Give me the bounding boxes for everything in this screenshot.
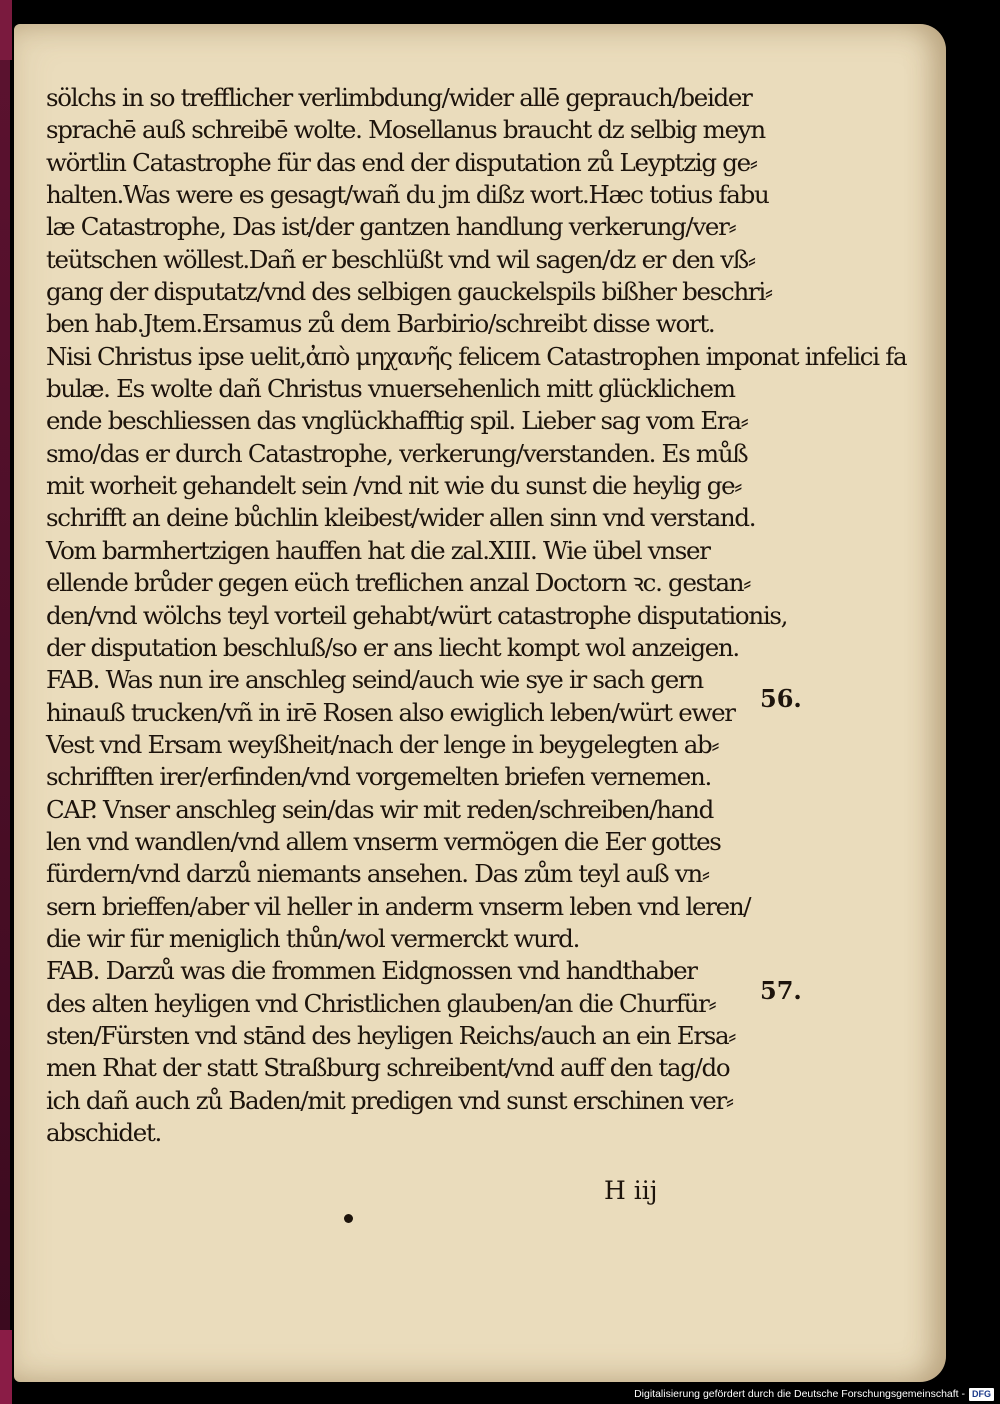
text-line: hinauß trucken/vñ in irē Rosen also ewiglich leben/würt ewer	[46, 697, 735, 727]
text-line: Nisi Christus ipse uelit,ἀπὸ μηχανῆς felicem Catastrophen imponat infelici fa	[46, 341, 907, 371]
text-line: Vest vnd Ersam weyßheit/nach der lenge in beygelegten ab⸗	[46, 729, 719, 759]
text-line: schrifften irer/erfinden/vnd vorgemelten briefen vernemen.	[46, 762, 711, 792]
footer-credit	[634, 1384, 994, 1404]
text-line: sten/Fürsten vnd stānd des heyligen Reichs/auch an ein Ersa⸗	[46, 1020, 736, 1050]
text-line: Vom barmhertzigen hauffen hat die zal.XIII. Wie übel vnser	[46, 535, 710, 565]
text-line: mit worheit gehandelt sein /vnd nit wie du sunst die heylig ge⸗	[46, 471, 742, 501]
text-line: len vnd wandlen/vnd allem vnserm vermögen die Eer gottes	[46, 826, 721, 856]
text-line: CAP. Vnser anschleg sein/das wir mit reden/schreiben/hand	[46, 794, 713, 824]
text-line: des alten heyligen vnd Christlichen glauben/an die Churfür⸗	[46, 988, 716, 1018]
text-line: læ Catastrophe, Das ist/der gantzen handlung verkerung/ver⸗	[46, 212, 736, 242]
text-line: teütschen wöllest.Dañ er beschlüßt vnd wil sagen/dz er den vß⸗	[46, 244, 755, 274]
text-line: die wir für meniglich thůn/wol vermerckt wurd.	[46, 923, 580, 953]
text-line: ellende brůder gegen eüch treflichen anzal Doctorn ꝛc. gestan⸗	[46, 568, 751, 598]
text-line: ich dañ auch zů Baden/mit predigen vnd sunst erschinen ver⸗	[46, 1085, 733, 1115]
text-line: sern brieffen/aber vil heller in anderm vnserm leben vnd leren/	[46, 891, 751, 921]
text-line: abschidet.	[46, 1118, 162, 1147]
text-line: FAB. Darzů was die frommen Eidgnossen vnd handthaber	[46, 956, 697, 986]
ink-dot	[344, 1214, 353, 1223]
signature-mark: H iij	[604, 1176, 658, 1205]
text-line: ende beschliessen das vnglückhafftig spil. Lieber sag vom Era⸗	[46, 406, 748, 436]
footer-text: Digitalisierung gefördert durch die Deutsche Forschungsgemeinschaft -	[634, 1388, 965, 1400]
text-line: smo/das er durch Catastrophe, verkerung/verstanden. Es můß	[46, 438, 748, 468]
text-line: schrifft an deine bůchlin kleibest/wider allen sinn vnd verstand.	[46, 503, 756, 533]
book-spine-top	[0, 0, 12, 60]
margin-number: 56.	[760, 684, 802, 713]
text-line: halten.Was were es gesagt/wañ du jm dißz wort.Hæc totius fabu	[46, 180, 769, 210]
text-line: fürdern/vnd darzů niemants ansehen. Das zům teyl auß vn⸗	[46, 859, 709, 889]
text-line: der disputation beschluß/so er ans liecht kompt wol anzeigen.	[46, 632, 739, 662]
dfg-logo: DFG	[969, 1388, 994, 1401]
book-spine	[0, 0, 10, 1404]
margin-number: 57.	[760, 976, 802, 1005]
text-line: bulæ. Es wolte dañ Christus vnuersehenlich mitt glücklichem	[46, 374, 735, 404]
text-line: FAB. Was nun ire anschleg seind/auch wie sye ir sach gern	[46, 665, 703, 695]
book-spine-bottom	[0, 1330, 12, 1404]
text-line: gang der disputatz/vnd des selbigen gauckelspils bißher beschri⸗	[46, 277, 772, 307]
text-line: men Rhat der statt Straßburg schreibent/vnd auff den tag/do	[46, 1053, 730, 1083]
text-line: ben hab.Jtem.Ersamus zů dem Barbirio/schreibt disse wort.	[46, 309, 715, 339]
text-line: den/vnd wölchs teyl vorteil gehabt/würt catastrophe disputationis,	[46, 600, 788, 630]
text-line: sölchs in so trefflicher verlimbdung/wider allē geprauch/beider	[46, 83, 752, 112]
text-line: wörtlin Catastrophe für das end der disputation zů Leyptzig ge⸗	[46, 147, 757, 177]
text-line: sprachē auß schreibē wolte. Mosellanus braucht dz selbig meyn	[46, 115, 765, 145]
